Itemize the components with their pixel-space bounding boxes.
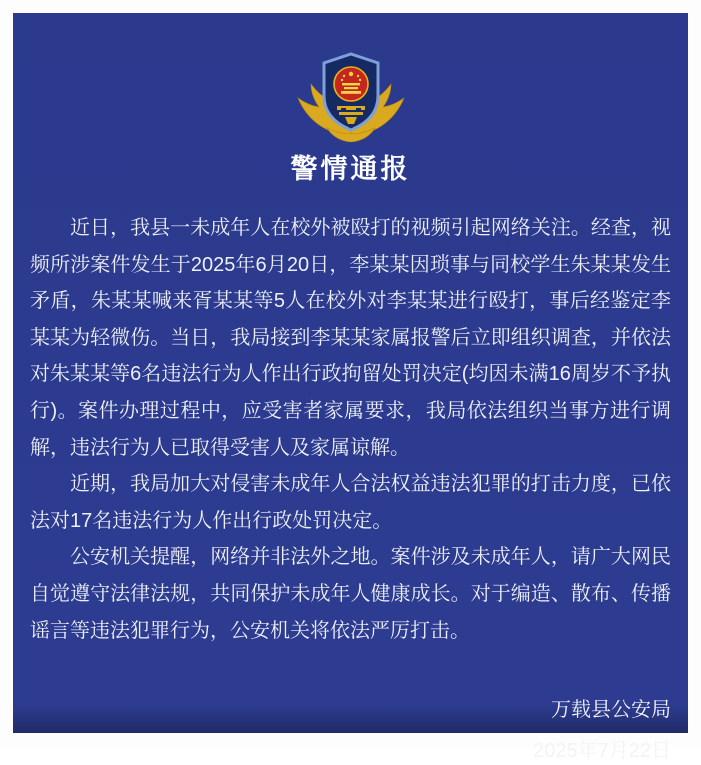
- notice-paragraph-3: 公安机关提醒，网络并非法外之地。案件涉及未成年人，请广大网民自觉遵守法律法规，共同保护未成年人健康成长。对于编造、散布、传播谣言等违法犯罪行为，公安机关将依法严厉打击。: [30, 546, 671, 642]
- notice-signature-block: [13, 696, 688, 765]
- issuing-authority: 万载县公安局: [551, 699, 671, 722]
- notice-paragraph-2: 近期，我局加大对侵害未成年人合法权益违法犯罪的打击力度，已依法对17名违法行为人作出行政处罚决定。: [30, 473, 671, 532]
- police-badge-icon: [290, 46, 412, 144]
- notice-panel: [13, 13, 688, 763]
- notice-date: 2025年7月22日: [533, 740, 671, 763]
- notice-paragraph-1: 近日，我县一未成年人在校外被殴打的视频引起网络关注。经查，视频所涉案件发生于2025年6月20日，李某某因琐事与同校学生朱某某发生矛盾，朱某某喊来胥某某等5人在校外对李某某进行殴打，事后经鉴定李某某为轻微伤。当日，我局接到李某某家属报警后立即组织调查，并依法对朱某某等6名违法行为人作出行政拘留处罚决定(均因未满16周岁不予执行)。案件办理过程中，应受害者家属要求，我局依法组织当事方进行调解，违法行为人已取得受害人及家属谅解。: [30, 217, 671, 459]
- emblem-wrap: [13, 13, 688, 144]
- notice-title: 警情通报: [290, 154, 411, 184]
- notice-body: [13, 210, 688, 649]
